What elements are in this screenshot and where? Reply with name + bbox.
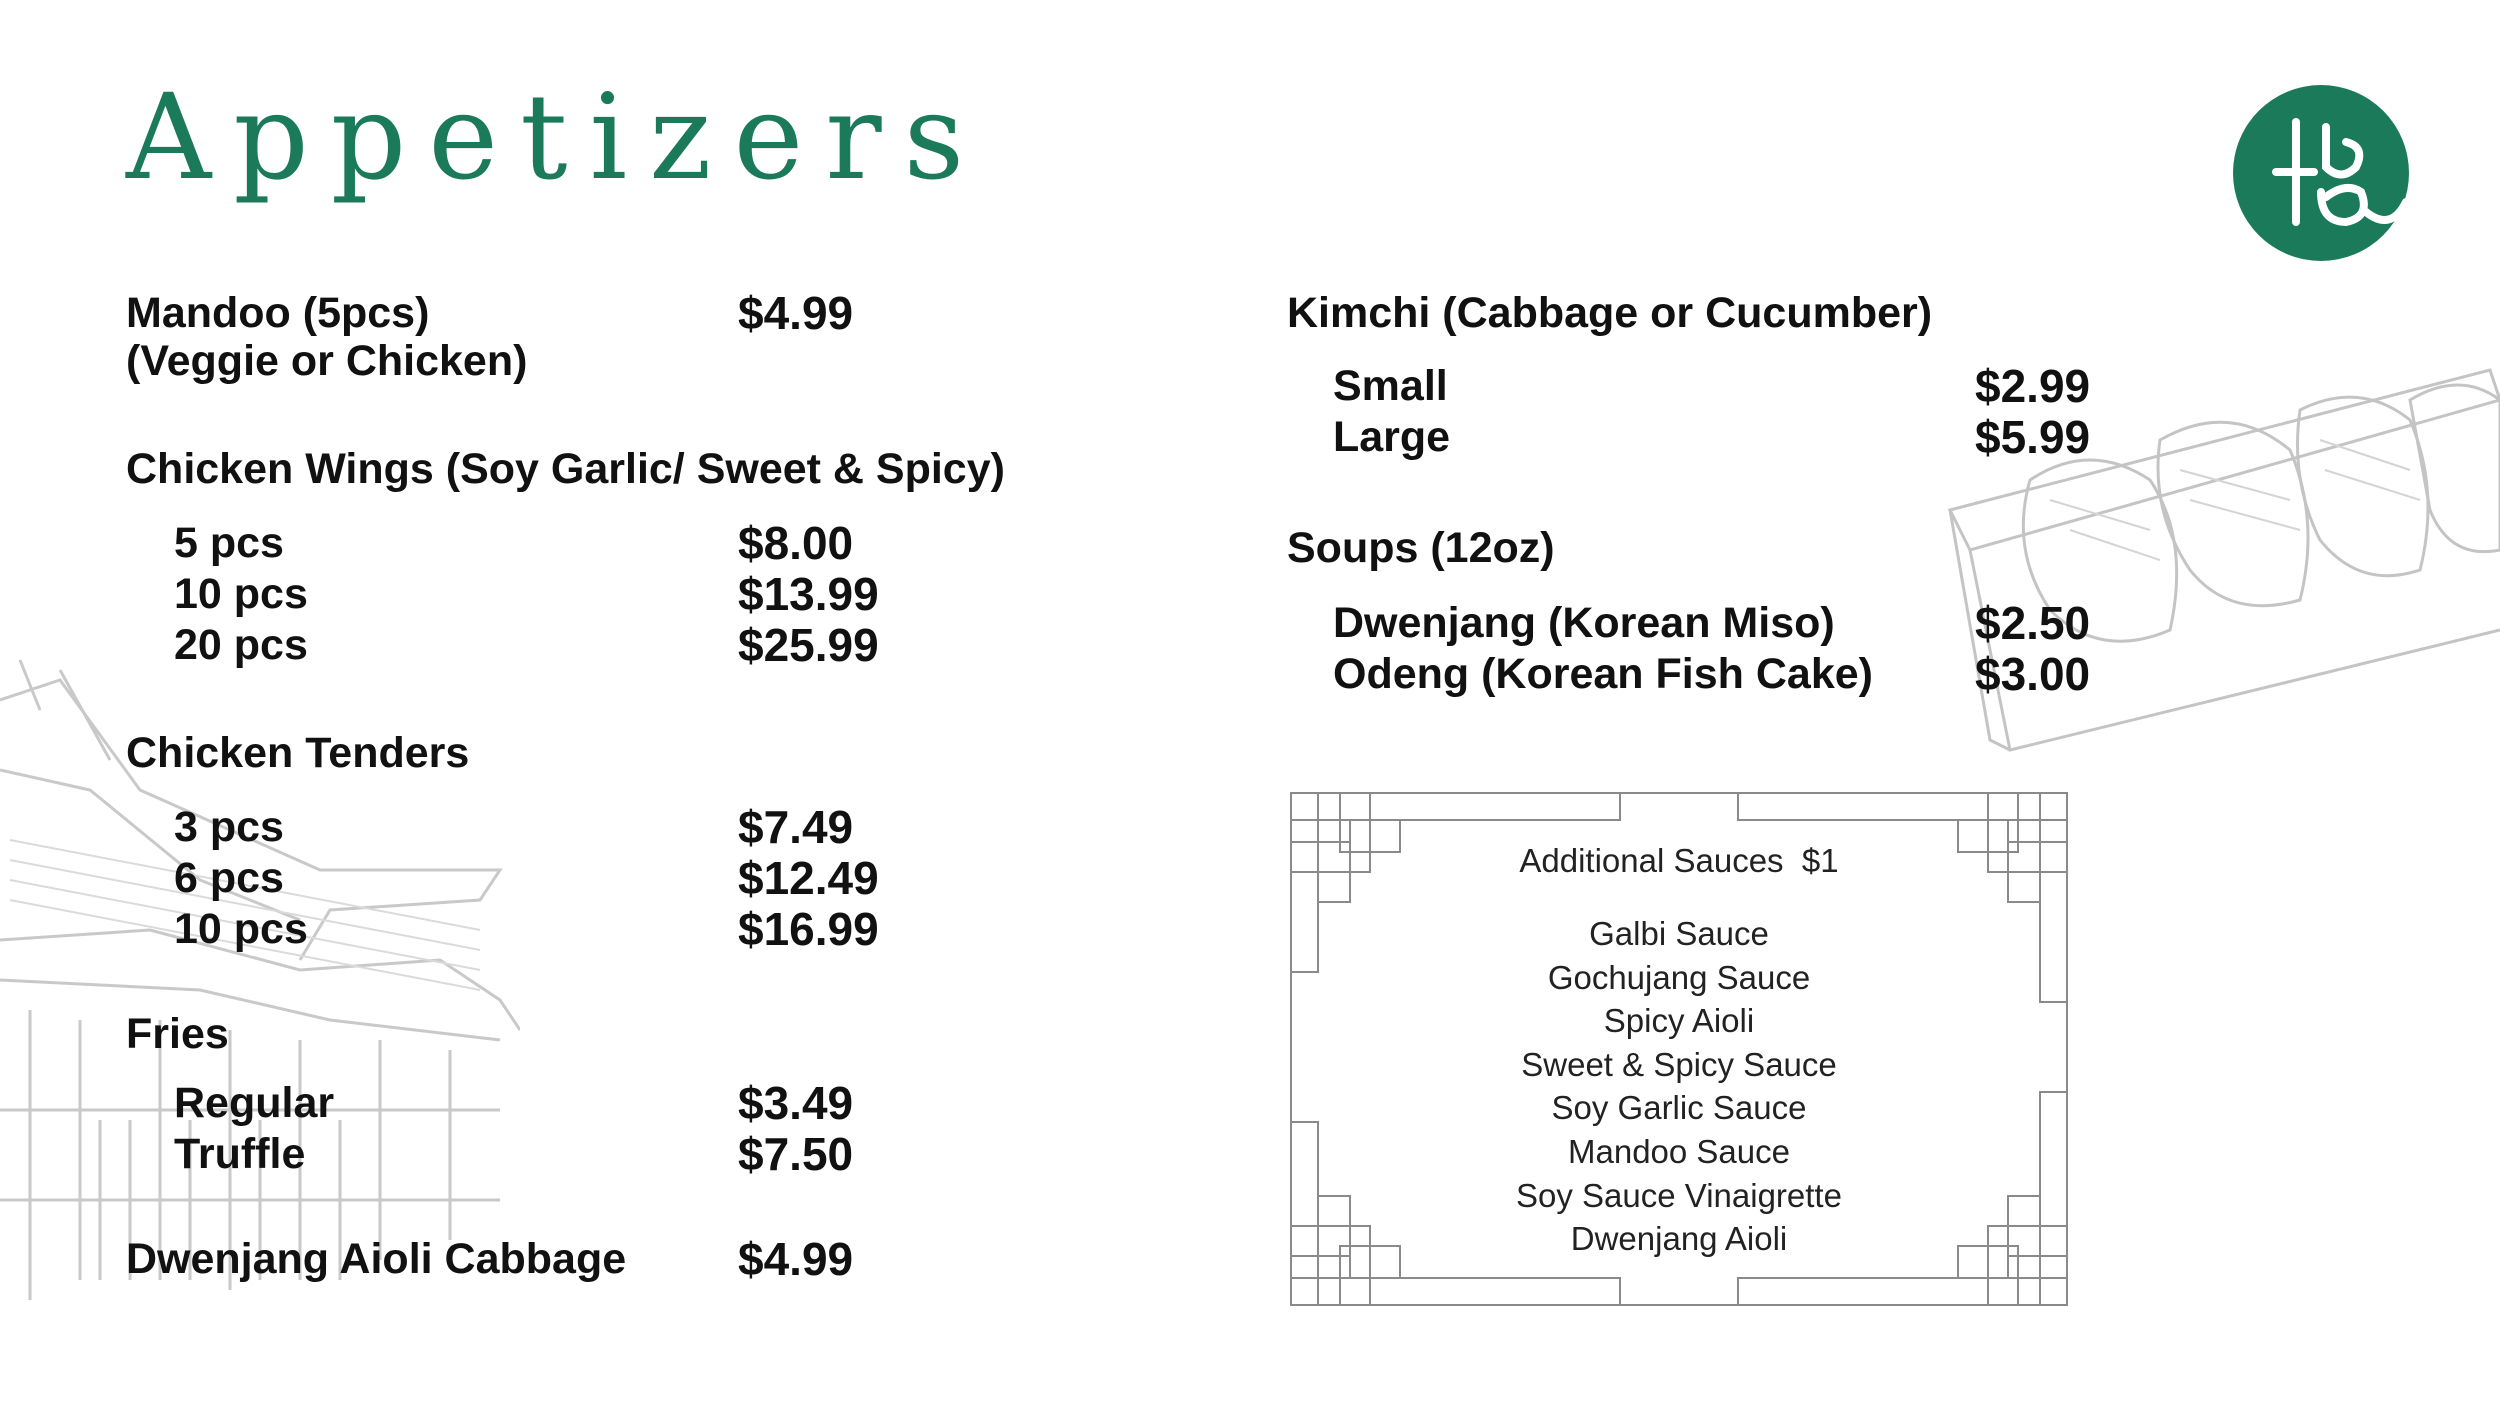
additional-sauces-box: [1290, 792, 2068, 1306]
list-item: Spicy Aioli: [1603, 1002, 1755, 1040]
option-price: $8.00: [738, 517, 854, 569]
restaurant-logo: [2226, 82, 2416, 264]
list-item: Gochujang Sauce: [1547, 958, 1811, 996]
list-item: Soy Sauce Vinaigrette: [1516, 1176, 1842, 1214]
option-price: $2.99: [1975, 360, 2091, 412]
option-label: 6 pcs: [174, 854, 284, 902]
option-label: Odeng (Korean Fish Cake): [1333, 650, 1873, 698]
option-price: $5.99: [1975, 411, 2091, 463]
sauce-list: [1290, 912, 2068, 1261]
item-name-kimchi: Kimchi (Cabbage or Cucumber): [1287, 289, 1933, 337]
item-name-chicken-wings: Chicken Wings (Soy Garlic/ Sweet & Spicy): [126, 445, 1005, 493]
option-label: 10 pcs: [174, 905, 308, 953]
item-note-mandoo: (Veggie or Chicken): [126, 337, 528, 385]
option-label: 3 pcs: [174, 803, 284, 851]
list-item: Dwenjang Aioli: [1570, 1220, 1788, 1258]
option-price: $13.99: [738, 568, 879, 620]
option-price: $7.50: [738, 1128, 854, 1180]
item-name-dwenjang-aioli-cabbage: Dwenjang Aioli Cabbage: [126, 1235, 627, 1283]
option-label: 5 pcs: [174, 519, 284, 567]
option-label: 20 pcs: [174, 621, 308, 669]
list-item: Sweet & Spicy Sauce: [1521, 1045, 1837, 1083]
item-price-mandoo: $4.99: [738, 287, 854, 339]
item-price-dwenjang-aioli-cabbage: $4.99: [738, 1233, 854, 1285]
item-name-soups: Soups (12oz): [1287, 524, 1555, 572]
list-item: Soy Garlic Sauce: [1551, 1089, 1807, 1127]
option-label: 10 pcs: [174, 570, 308, 618]
option-price: $7.49: [738, 801, 854, 853]
option-price: $3.49: [738, 1077, 854, 1129]
item-name-chicken-tenders: Chicken Tenders: [126, 729, 470, 777]
option-price: $2.50: [1975, 597, 2091, 649]
option-label: Regular: [174, 1079, 335, 1127]
option-price: $3.00: [1975, 648, 2091, 700]
option-label: Small: [1333, 362, 1448, 410]
list-item: Galbi Sauce: [1589, 915, 1769, 952]
option-label: Large: [1333, 413, 1451, 461]
item-name-mandoo: Mandoo (5pcs): [126, 289, 430, 337]
option-price: $16.99: [738, 903, 879, 955]
option-price: $25.99: [738, 619, 879, 671]
option-label: Truffle: [174, 1130, 306, 1178]
sauces-heading: Additional Sauces $1: [1519, 842, 1839, 879]
option-price: $12.49: [738, 852, 879, 904]
page-title: Appetizers: [126, 68, 987, 206]
list-item: Mandoo Sauce: [1568, 1132, 1790, 1170]
item-name-fries: Fries: [126, 1010, 229, 1058]
option-label: Dwenjang (Korean Miso): [1333, 599, 1835, 647]
